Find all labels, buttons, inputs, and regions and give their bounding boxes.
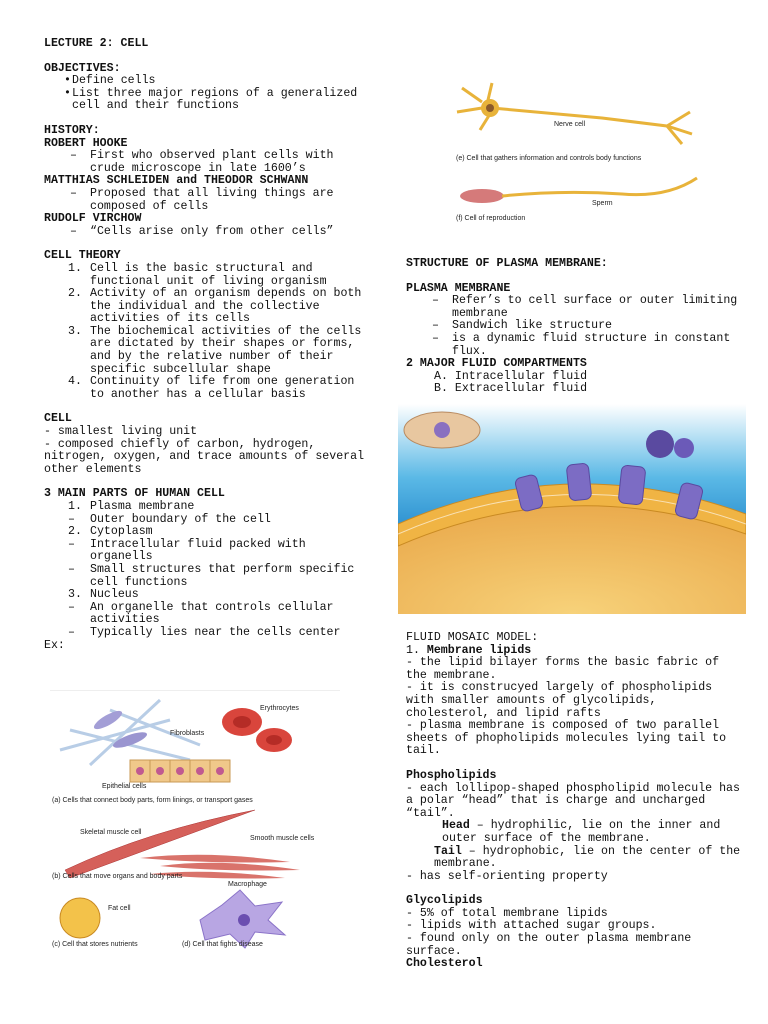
lecture-title: LECTURE 2: CELL — [44, 37, 149, 50]
list-item: – “Cells arise only from other cells” — [70, 224, 334, 238]
list-item: – is a dynamic fluid structure in constant flux. — [432, 331, 731, 358]
label-nerve-cell: Nerve cell — [554, 121, 586, 128]
compartment-item: B. Extracellular fluid — [434, 382, 588, 396]
membrane-figure — [398, 404, 746, 614]
cell-line: - composed chiefly of carbon, hydrogen, nitrogen, oxygen, and trace amounts of several other elements — [44, 437, 365, 476]
label-fibroblasts: Fibroblasts — [170, 730, 205, 737]
caption-e: (e) Cell that gathers information and controls body functions — [456, 155, 642, 162]
fibroblast-cell — [92, 708, 125, 733]
list-item: 3. Nucleus — [68, 588, 139, 602]
label-erythrocytes: Erythrocytes — [260, 705, 299, 712]
list-item: – Typically lies near the cells center — [68, 625, 341, 639]
list-item: – An organelle that controls cellular activities — [68, 600, 334, 627]
label-skeletal: Skeletal muscle cell — [80, 829, 142, 836]
fluid-mosaic-section — [406, 632, 746, 971]
cell-types-figure — [50, 690, 340, 952]
label-epithelial: Epithelial cells — [102, 783, 147, 790]
glyco-line: - lipids with attached sugar groups. — [406, 919, 657, 933]
caption-f: (f) Cell of reproduction — [456, 215, 526, 222]
cell-theory-heading: CELL THEORY — [44, 249, 121, 263]
list-item: – First who observed plant cells with crude microscope in late 1600’s — [70, 149, 334, 175]
caption-a: (a) Cells that connect body parts, form linings, or transport gases — [52, 797, 253, 804]
tail-definition: Tail – hydrophobic, lie on the center of the membrane. — [434, 844, 741, 871]
sperm-illustration — [460, 178, 697, 203]
objectives-heading: OBJECTIVES: — [44, 61, 121, 75]
phospholipids-heading: Phospholipids — [406, 768, 497, 782]
glyco-line: - found only on the outer plasma membrane surface. — [406, 932, 692, 958]
left-column — [44, 38, 374, 652]
plasma-structure-heading: STRUCTURE OF PLASMA MEMBRANE: — [406, 257, 608, 270]
epithelial-cells-illustration — [130, 760, 230, 782]
list-item: – Small structures that perform specific cell functions — [68, 562, 355, 589]
cholesterol-heading: Cholesterol — [406, 957, 483, 971]
label-sperm: Sperm — [592, 200, 613, 207]
main-parts-heading: 3 MAIN PARTS OF HUMAN CELL — [44, 487, 225, 501]
compartments-heading: 2 MAJOR FLUID COMPARTMENTS — [406, 357, 587, 371]
list-item: – Intracellular fluid packed with organells — [68, 537, 306, 564]
caption-d: (d) Cell that fights disease — [182, 941, 263, 948]
lipid-line: - the lipid bilayer forms the basic fabric of the membrane. — [406, 656, 720, 682]
history-name: ROBERT HOOKE — [44, 136, 128, 150]
list-item: 3. The biochemical activities of the cells are dictated by their shapes or forms, and by the relative number of their specific subcellular shape — [68, 324, 362, 376]
lipid-line: - it is construcyed largely of phospholipids with smaller amounts of glycolipids, cholesterol, and lipid rafts — [406, 681, 713, 720]
self-orient-line: - has self-orienting property — [406, 869, 608, 883]
fluid-mosaic-heading: FLUID MOSAIC MODEL: — [406, 631, 539, 644]
label-fat-cell: Fat cell — [108, 905, 131, 912]
nerve-sperm-figure — [452, 78, 712, 228]
plasma-membrane-heading: PLASMA MEMBRANE — [406, 281, 511, 295]
list-item: 2. Activity of an organism depends on both the individual and the collective activities of its cells — [68, 287, 362, 326]
list-item: – Refer’s to cell surface or outer limiting membrane — [432, 294, 738, 320]
list-item: 1. Cell is the basic structural and functional unit of living organism — [68, 261, 327, 288]
phospho-line: - each lollipop-shaped phospholipid molecule has a polar “head” that is charge and uncharged “tail”. — [406, 781, 740, 820]
cell-line: - smallest living unit — [44, 425, 198, 439]
fat-cell — [60, 898, 100, 938]
list-item: – Sandwich like structure — [432, 319, 613, 333]
glyco-line: - 5% of total membrane lipids — [406, 906, 608, 920]
list-item: – Outer boundary of the cell — [68, 512, 271, 526]
label-macrophage: Macrophage — [228, 881, 267, 888]
label-smooth: Smooth muscle cells — [250, 835, 315, 842]
lipid-line: - plasma membrane is composed of two parallel sheets of phopholipids molecules lying tail to tail. — [406, 719, 727, 758]
list-item: 1. Plasma membrane — [68, 500, 195, 513]
history-name: MATTHIAS SCHLEIDEN and THEODOR SCHWANN — [44, 174, 309, 188]
cell-heading: CELL — [44, 412, 72, 426]
caption-c: (c) Cell that stores nutrients — [52, 941, 138, 948]
compartment-item: A. Intracellular fluid — [434, 369, 588, 383]
list-item: – Proposed that all living things are composed of cells — [70, 186, 334, 213]
head-definition: Head – hydrophilic, lie on the inner and outer surface of the membrane. — [442, 819, 721, 845]
list-item: • Define cells — [64, 74, 156, 88]
list-item: 4. Continuity of life from one generation to another has a cellular basis — [68, 375, 355, 401]
glycoprotein — [646, 430, 674, 458]
caption-b: (b) Cells that move organs and body parts — [52, 873, 183, 880]
plasma-membrane-section — [406, 258, 746, 396]
list-item: • List three major regions of a generalized cell and their functions — [64, 86, 358, 113]
glycolipids-heading: Glycolipids — [406, 894, 483, 908]
history-name: RUDOLF VIRCHOW — [44, 212, 142, 226]
list-item: 2. Cytoplasm — [68, 525, 153, 539]
history-heading: HISTORY: — [44, 123, 100, 137]
example-label: Ex: — [44, 638, 65, 652]
membrane-lipids-heading: 1. Membrane lipids — [406, 643, 532, 657]
